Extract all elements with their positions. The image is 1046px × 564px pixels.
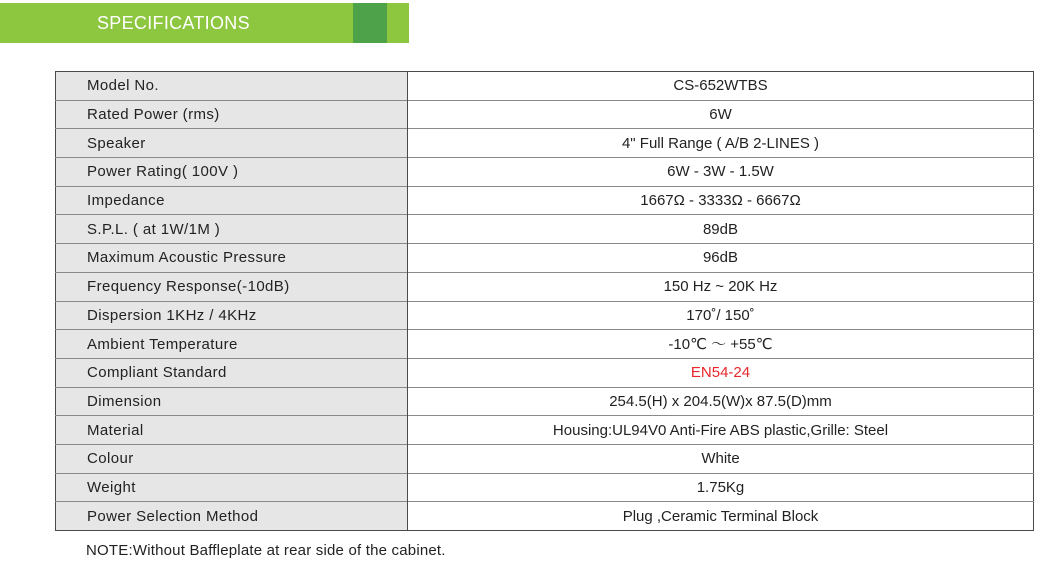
table-row xyxy=(56,301,1034,330)
spec-value: 96dB xyxy=(408,244,1034,273)
table-row xyxy=(56,416,1034,445)
banner-accent-stripe xyxy=(353,3,387,43)
table-row xyxy=(56,330,1034,359)
spec-value: CS-652WTBS xyxy=(408,72,1034,101)
spec-value: 1667Ω - 3333Ω - 6667Ω xyxy=(408,186,1034,215)
table-row xyxy=(56,473,1034,502)
table-row xyxy=(56,444,1034,473)
specifications-banner xyxy=(0,3,409,43)
spec-value: -10℃ ～ +55℃ xyxy=(408,330,1034,359)
spec-label: Power Rating( 100V ) xyxy=(56,158,408,187)
spec-label: Ambient Temperature xyxy=(56,330,408,359)
spec-label: Compliant Standard xyxy=(56,358,408,387)
table-row xyxy=(56,158,1034,187)
spec-value: 170˚/ 150˚ xyxy=(408,301,1034,330)
spec-label: Impedance xyxy=(56,186,408,215)
spec-label: Dispersion 1KHz / 4KHz xyxy=(56,301,408,330)
spec-value: 89dB xyxy=(408,215,1034,244)
spec-value: 6W xyxy=(408,100,1034,129)
table-row xyxy=(56,215,1034,244)
table-row xyxy=(56,129,1034,158)
spec-value: 254.5(H) x 204.5(W)x 87.5(D)mm xyxy=(408,387,1034,416)
spec-label: S.P.L. ( at 1W/1M ) xyxy=(56,215,408,244)
spec-value: Plug ,Ceramic Terminal Block xyxy=(408,502,1034,531)
cabinet-note: NOTE:Without Baffleplate at rear side of the cabinet. xyxy=(86,542,446,559)
spec-value: 150 Hz ~ 20K Hz xyxy=(408,272,1034,301)
table-row xyxy=(56,387,1034,416)
spec-label: Power Selection Method xyxy=(56,502,408,531)
table-row xyxy=(56,72,1034,101)
spec-value: White xyxy=(408,444,1034,473)
spec-label: Speaker xyxy=(56,129,408,158)
table-row xyxy=(56,358,1034,387)
table-row xyxy=(56,244,1034,273)
spec-label: Model No. xyxy=(56,72,408,101)
table-row xyxy=(56,272,1034,301)
spec-label: Dimension xyxy=(56,387,408,416)
spec-label: Maximum Acoustic Pressure xyxy=(56,244,408,273)
specifications-table xyxy=(55,71,1034,531)
spec-label: Material xyxy=(56,416,408,445)
spec-label: Weight xyxy=(56,473,408,502)
table-row xyxy=(56,186,1034,215)
table-row xyxy=(56,502,1034,531)
banner-title: SPECIFICATIONS xyxy=(97,13,250,33)
table-row xyxy=(56,100,1034,129)
spec-label: Colour xyxy=(56,444,408,473)
spec-value: 6W - 3W - 1.5W xyxy=(408,158,1034,187)
spec-label: Frequency Response(-10dB) xyxy=(56,272,408,301)
spec-value: 1.75Kg xyxy=(408,473,1034,502)
spec-value: 4" Full Range ( A/B 2-LINES ) xyxy=(408,129,1034,158)
spec-value: Housing:UL94V0 Anti-Fire ABS plastic,Grille: Steel xyxy=(408,416,1034,445)
spec-value-highlighted: EN54-24 xyxy=(408,358,1034,387)
spec-label: Rated Power (rms) xyxy=(56,100,408,129)
